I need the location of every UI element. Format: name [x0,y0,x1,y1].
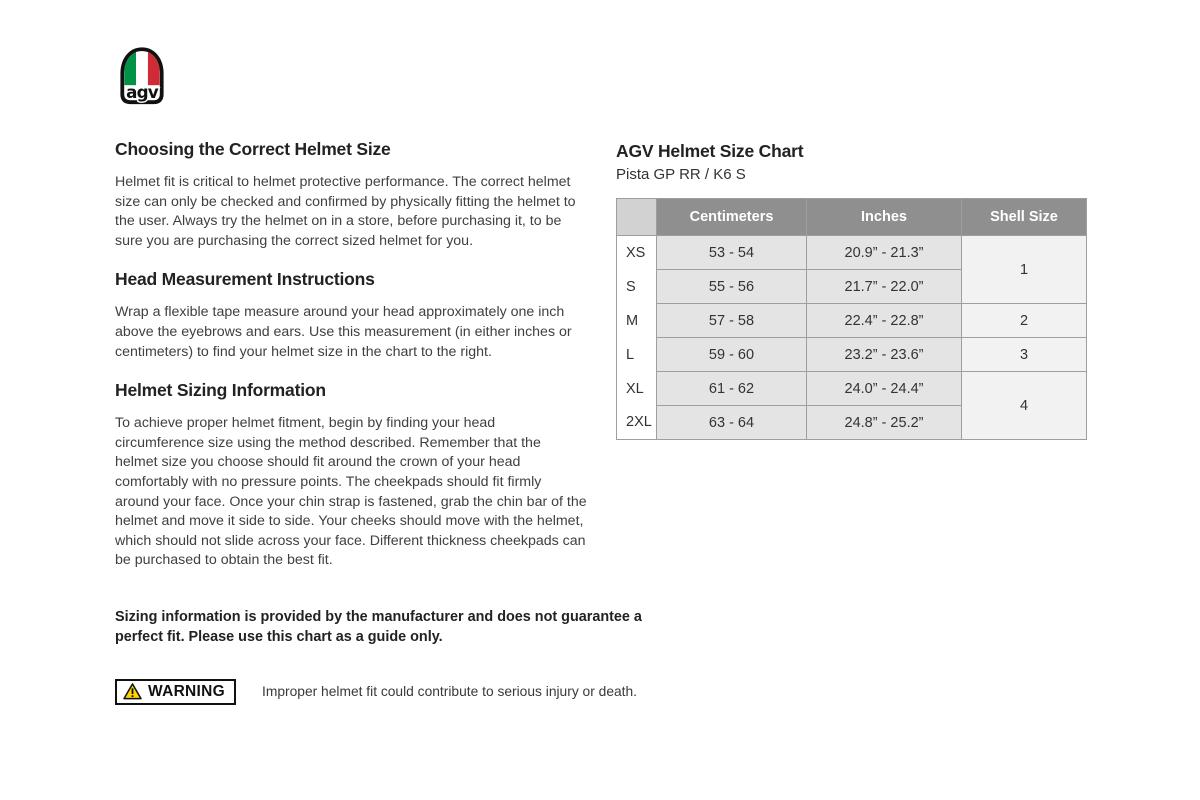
warning-triangle-icon [123,683,142,700]
cm-range: 59 - 60 [657,338,807,372]
inch-range: 21.7” - 22.0” [807,270,962,304]
shell-size-value: 2 [962,304,1087,338]
inch-range: 23.2” - 23.6” [807,338,962,372]
cm-range: 61 - 62 [657,372,807,406]
size-label: XS [617,236,657,270]
cm-range: 63 - 64 [657,406,807,440]
warning-caption: Improper helmet fit could contribute to serious injury or death. [262,684,638,700]
size-chart-title: AGV Helmet Size Chart [616,141,804,161]
size-chart-column [616,140,1086,440]
size-label: XL [617,372,657,406]
agv-logo-icon [115,46,169,108]
table-row [617,236,1087,270]
table-header-shell-size: Shell Size [962,199,1087,236]
section-sizing-information [115,379,655,571]
section-choosing-size [115,138,655,251]
size-label: L [617,338,657,372]
cm-range: 57 - 58 [657,304,807,338]
table-row [617,372,1087,406]
warning-row [115,679,655,705]
manufacturer-disclaimer: Sizing information is provided by the manufacturer and does not guarantee a perfect fit. Please use this chart as a guide only. [115,608,642,645]
section-heading: Helmet Sizing Information [115,380,326,401]
table-header-inches: Inches [807,199,962,236]
sizing-guide-text-column [115,138,655,705]
agv-logo-text: agv [126,82,158,103]
section-heading: Choosing the Correct Helmet Size [115,139,391,159]
cm-range: 53 - 54 [657,236,807,270]
table-header-centimeters: Centimeters [657,199,807,236]
inch-range: 24.0” - 24.4” [807,372,962,406]
inch-range: 22.4” - 22.8” [807,304,962,338]
section-body: To achieve proper helmet fitment, begin by finding your head circumference size using the method described. Remember that the helmet size you choose should fit around the crown of your head comfortably with no pressure points. The cheekpads should fit firmly around your face. Once your chin strap is fastened, grab the chin bar of the helmet and move it side to side. Your cheeks should move with the helmet, which should not slide across your face. Different thickness cheekpads can be purchased to obtain the best fit. [115,415,587,569]
size-chart-model-subtitle: Pista GP RR / K6 S [616,166,746,183]
warning-badge [115,679,236,705]
table-header-row [617,199,1087,236]
table-row [617,304,1087,338]
section-head-measurement [115,268,655,362]
size-label: 2XL [617,406,657,440]
section-body: Helmet fit is critical to helmet protective performance. The correct helmet size can only be checked and confirmed by physically fitting the helmet to the user. Always try the helmet on in a store, before purchasing it, to be sure you are purchasing the correct sized helmet for you. [115,174,576,249]
section-body: Wrap a flexible tape measure around your head approximately one inch above the eyebrows and ears. Use this measurement (in either inches or centimeters) to find your helmet size in the chart to the right. [115,304,572,360]
cm-range: 55 - 56 [657,270,807,304]
shell-size-value: 4 [962,372,1087,440]
shell-size-value: 3 [962,338,1087,372]
table-row [617,338,1087,372]
size-label: S [617,270,657,304]
inch-range: 24.8” - 25.2” [807,406,962,440]
shell-size-value: 1 [962,236,1087,304]
table-header-corner [617,199,657,236]
size-label: M [617,304,657,338]
inch-range: 20.9” - 21.3” [807,236,962,270]
warning-label: WARNING [148,682,226,700]
section-heading: Head Measurement Instructions [115,269,375,290]
helmet-size-table [616,198,1087,440]
